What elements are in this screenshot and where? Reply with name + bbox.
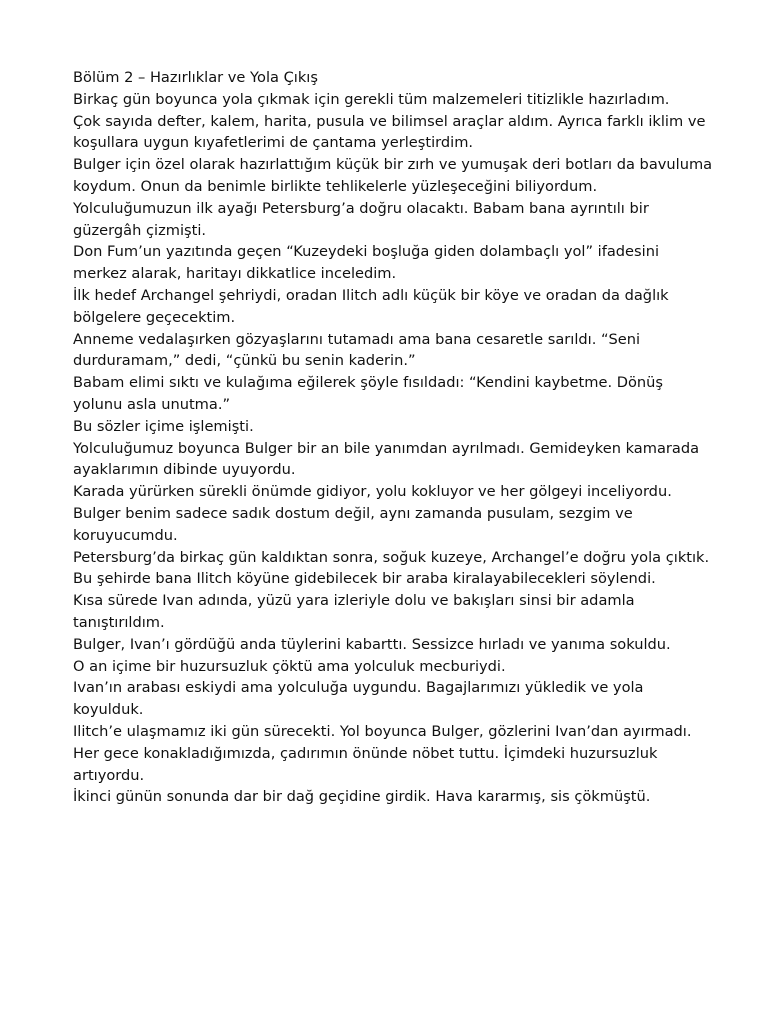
paragraph: Bu şehirde bana Ilitch köyüne gidebilecek bir araba kiralayabilecekleri söylendi. <box>73 570 656 588</box>
paragraph: Babam elimi sıktı ve kulağıma eğilerek şöyle fısıldadı: “Kendini kaybetme. Dönüş yolunu asla unutma.” <box>73 374 663 413</box>
paragraph: Anneme vedalaşırken gözyaşlarını tutamadı ama bana cesaretle sarıldı. “Seni durduramam,” dedi, “çünkü bu senin kaderin.” <box>73 330 641 370</box>
paragraph: İlk hedef Archangel şehriydi, oradan Ilitch adlı küçük bir köye ve oradan da dağlık bölgelere geçecektim. <box>73 286 669 326</box>
paragraph: Bulger, Ivan’ı gördüğü anda tüylerini kabarttı. Sessizce hırladı ve yanıma sokuldu. <box>73 635 671 653</box>
paragraph: Bulger benim sadece sadık dostum değil, aynı zamanda pusulam, sezgim ve koruyucumdu. <box>73 504 633 544</box>
paragraph: Kısa sürede Ivan adında, yüzü yara izleriyle dolu ve bakışları sinsi bir adamla tanıştırıldım. <box>73 592 635 631</box>
paragraph: Bulger için özel olarak hazırlattığım küçük bir zırh ve yumuşak deri botları da bavuluma koydum. Onun da benimle birlikte tehlikelerle yüzleşeceğini biliyordum. <box>73 156 713 195</box>
paragraph: O an içime bir huzursuzluk çöktü ama yolculuk mecburiydi. <box>73 657 506 675</box>
document-page <box>73 67 713 808</box>
paragraph: Ivan’ın arabası eskiydi ama yolculuğa uygundu. Bagajlarımızı yükledik ve yola koyulduk. <box>73 679 644 719</box>
paragraph: Ilitch’e ulaşmamız iki gün sürecekti. Yol boyunca Bulger, gözlerini Ivan’dan ayırmadı. <box>73 722 692 740</box>
paragraph: Yolculuğumuzun ilk ayağı Petersburg’a doğru olacaktı. Babam bana ayrıntılı bir güzergâh çizmişti. <box>73 199 649 239</box>
paragraph: Petersburg’da birkaç gün kaldıktan sonra, soğuk kuzeye, Archangel’e doğru yola çıktık. <box>73 548 710 566</box>
paragraph: Yolculuğumuz boyunca Bulger bir an bile yanımdan ayrılmadı. Gemideyken kamarada ayaklarımın dibinde uyuyordu. <box>73 439 700 479</box>
paragraph: Karada yürürken sürekli önümde gidiyor, yolu kokluyor ve her gölgeyi inceliyordu. <box>73 483 672 501</box>
paragraph: İkinci günün sonunda dar bir dağ geçidine girdik. Hava kararmış, sis çökmüştü. <box>73 788 651 806</box>
paragraph: Don Fum’un yazıtında geçen “Kuzeydeki boşluğa giden dolambaçlı yol” ifadesini merkez alarak, haritayı dikkatlice inceledim. <box>73 243 659 283</box>
paragraph: Birkaç gün boyunca yola çıkmak için gerekli tüm malzemeleri titizlikle hazırladım. <box>73 90 670 108</box>
paragraph: Bu sözler içime işlemişti. <box>73 417 254 435</box>
paragraph: Her gece konakladığımızda, çadırımın önünde nöbet tuttu. İçimdeki huzursuzluk artıyordu. <box>73 744 658 784</box>
paragraph: Çok sayıda defter, kalem, harita, pusula ve bilimsel araçlar aldım. Ayrıca farklı iklim ve koşullara uygun kıyafetlerimi de çantama yerleştirdim. <box>73 112 706 152</box>
chapter-heading: Bölüm 2 – Hazırlıklar ve Yola Çıkış <box>73 69 318 86</box>
